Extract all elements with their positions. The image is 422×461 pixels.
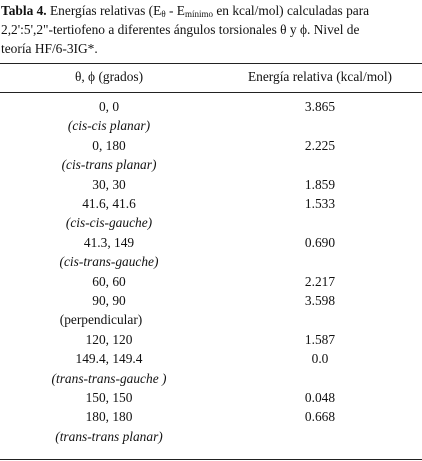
cell-angles: 180, 180 [85,409,133,425]
cell-angles: 150, 150 [85,389,133,405]
conformation-label: (cis-cis-gauche) [65,215,153,231]
conformation-label: (trans-trans planar) [55,428,163,444]
cell-angles: 30, 30 [92,176,126,192]
cell-energy: 1.587 [304,331,336,347]
caption-text-1b: - E [165,3,185,18]
table-row [0,194,422,233]
cell-angles: 60, 60 [92,273,126,289]
conformation-label: (cis-trans-gauche) [59,254,159,270]
subscript-minimo: mínimo [184,9,213,19]
table-row [0,330,422,349]
cell-angles: 41.3, 149 [83,234,135,250]
table-label: Tabla 4. [1,3,47,18]
cell-angles: 0, 180 [92,137,126,153]
conformation-label: (cis-trans planar) [61,157,157,173]
caption-line-3: teoría HF/6-3IG*. [1,41,98,56]
table-row [0,388,422,407]
subscript-theta: θ [161,9,166,19]
table-row [0,175,422,194]
cell-energy: 0.668 [304,409,336,425]
cell-energy: 2.225 [304,137,336,153]
table-row [0,136,422,175]
table-row [0,291,422,330]
caption-line-1 [1,1,422,20]
header-angles: θ, ϕ (grados) [74,69,144,84]
caption-line-2: 2,2':5',2"-tertiofeno a diferentes ángulos torsionales θ y ϕ. Nivel de [1,22,360,37]
caption-text-1a: Energías relativas (E [46,3,162,18]
table-row [0,97,422,136]
table-caption [0,0,422,58]
cell-energy: 3.598 [304,292,336,308]
caption-text-1c: en kcal/mol) calculadas para [212,3,370,18]
cell-energy: 1.533 [304,195,336,211]
conformation-label: (trans-trans-gauche ) [51,370,167,386]
cell-angles: 149.4, 149.4 [75,351,143,367]
table-bottom-rule [0,459,422,460]
cell-angles: 0, 0 [98,99,120,114]
cell-angles: 90, 90 [92,292,126,308]
cell-energy: 1.859 [304,176,336,192]
cell-angles: 41.6, 41.6 [82,195,136,211]
table-row [0,272,422,291]
cell-energy: 0.0 [311,351,329,367]
cell-energy: 3.865 [304,99,336,114]
conformation-label: (cis-cis planar) [67,118,151,134]
table-header [0,69,422,89]
cell-energy: 0.048 [304,389,336,405]
cell-energy: 2.217 [304,273,336,289]
table-row [0,407,422,446]
table-body [0,97,422,446]
cell-angles: 120, 120 [85,331,133,347]
conformation-label: (perpendicular) [59,312,143,328]
table-header-rule [0,92,422,93]
table-row [0,233,422,272]
header-energy: Energía relativa (kcal/mol) [247,69,392,84]
cell-energy: 0.690 [304,234,336,250]
table-top-rule [0,63,422,64]
table-row [0,349,422,388]
